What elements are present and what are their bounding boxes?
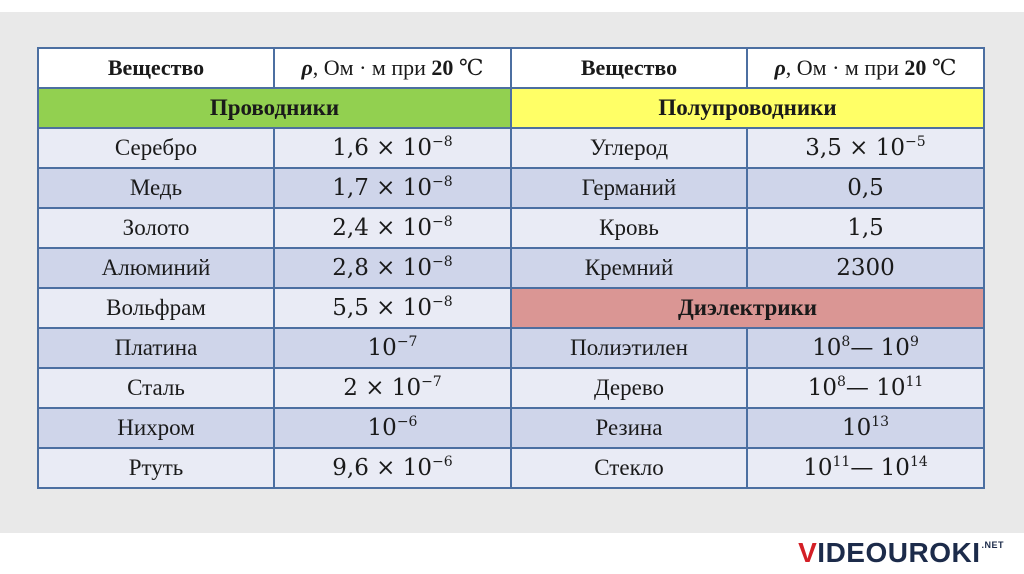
table-row	[38, 128, 984, 168]
resistivity-value: $10^{13}$	[747, 408, 984, 448]
slide-background	[0, 12, 1024, 533]
table-row	[38, 368, 984, 408]
substance-name: Кровь	[511, 208, 747, 248]
substance-name: Платина	[38, 328, 274, 368]
table-row	[38, 208, 984, 248]
resistivity-value: $2,4 \times 10^{-8}$	[274, 208, 511, 248]
group-semiconductors: Полупроводники	[511, 88, 984, 128]
resistivity-value: $1,7 \times 10^{-8}$	[274, 168, 511, 208]
resistivity-value: 0,5	[747, 168, 984, 208]
table-row	[38, 328, 984, 368]
substance-name: Германий	[511, 168, 747, 208]
substance-name: Медь	[38, 168, 274, 208]
resistivity-value: $5,5 \times 10^{-8}$	[274, 288, 511, 328]
group-conductors: Проводники	[38, 88, 511, 128]
videouroki-logo: $VIDEOUROKI^{.NET}$	[798, 537, 1004, 568]
header-substance-right: Вещество	[511, 48, 747, 88]
table-row	[38, 408, 984, 448]
resistivity-value: $9,6 \times 10^{-6}$	[274, 448, 511, 488]
substance-name: Алюминий	[38, 248, 274, 288]
resistivity-value: $2,8 \times 10^{-8}$	[274, 248, 511, 288]
substance-name: Серебро	[38, 128, 274, 168]
resistivity-value: $10^8—$ $10^9$	[747, 328, 984, 368]
substance-name: Ртуть	[38, 448, 274, 488]
substance-name: Золото	[38, 208, 274, 248]
group-dielectrics: Диэлектрики	[511, 288, 984, 328]
table-row	[38, 448, 984, 488]
resistivity-value: $10^{-6}$	[274, 408, 511, 448]
substance-name: Кремний	[511, 248, 747, 288]
substance-name: Углерод	[511, 128, 747, 168]
resistivity-value: $10^8—$ $10^{11}$	[747, 368, 984, 408]
substance-name: Полиэтилен	[511, 328, 747, 368]
table-row	[38, 248, 984, 288]
substance-name: Сталь	[38, 368, 274, 408]
substance-name: Дерево	[511, 368, 747, 408]
header-resistivity-right: ρ, Ом · м при 20 ℃	[747, 48, 984, 88]
resistivity-value: 2300	[747, 248, 984, 288]
substance-name: Стекло	[511, 448, 747, 488]
header-substance-left: Вещество	[38, 48, 274, 88]
substance-name: Вольфрам	[38, 288, 274, 328]
resistivity-value: $2 \times 10^{-7}$	[274, 368, 511, 408]
resistivity-table	[37, 47, 985, 489]
resistivity-value: $3,5 \times 10^{-5}$	[747, 128, 984, 168]
table-header-row	[38, 48, 984, 88]
header-resistivity-left: ρ, Ом · м при 20 ℃	[274, 48, 511, 88]
resistivity-value: 1,5	[747, 208, 984, 248]
substance-name: Резина	[511, 408, 747, 448]
resistivity-value: $10^{11}—$ $10^{14}$	[747, 448, 984, 488]
group-header-row	[38, 88, 984, 128]
resistivity-value: $10^{-7}$	[274, 328, 511, 368]
table-row	[38, 168, 984, 208]
resistivity-value: $1,6 \times 10^{-8}$	[274, 128, 511, 168]
substance-name: Нихром	[38, 408, 274, 448]
table-row	[38, 288, 984, 328]
